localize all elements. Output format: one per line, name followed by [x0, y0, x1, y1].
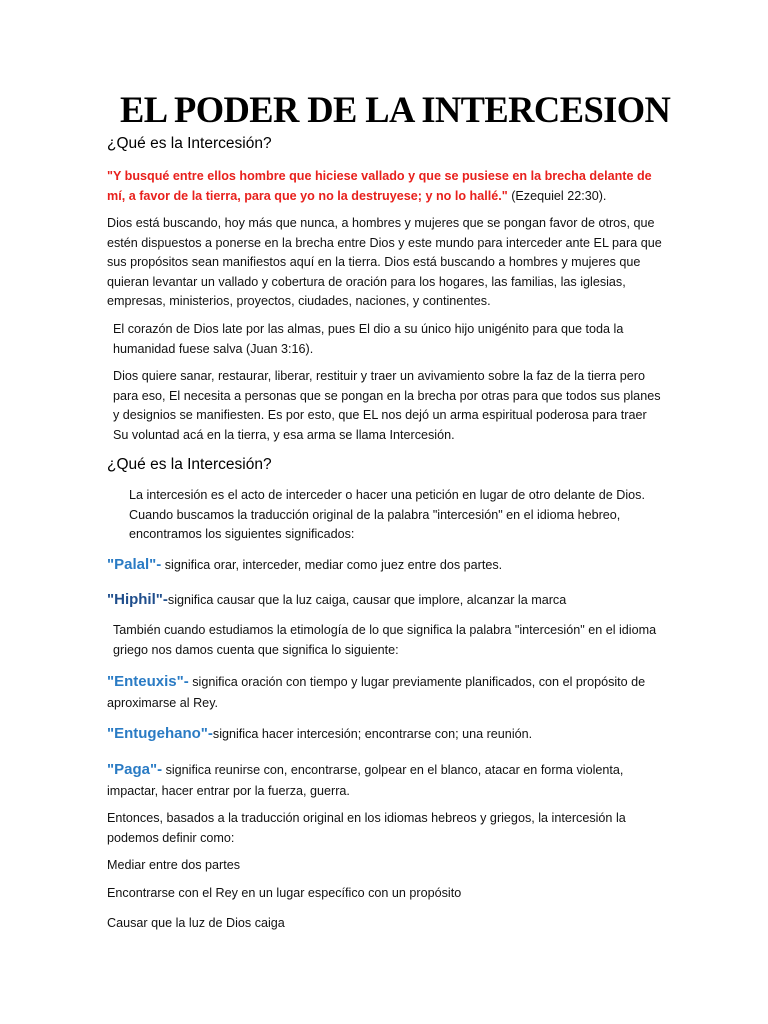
term-hiphil: "Hiphil"- [107, 591, 168, 608]
definition-line-2: Encontrarse con el Rey en un lugar específico con un propósito [107, 886, 462, 900]
paragraph-3: Dios quiere sanar, restaurar, liberar, restituir y traer un avivamiento sobre la faz de la tierra pero para eso, El necesita a personas que se pongan en la brecha por otras para que todos sus planes y designios se manifiesten. Es por esto, que EL nos dejó un arma espiritual poderosa para traer Su voluntad acá en la tierra, y esa arma se llama Intercesión. [113, 369, 661, 442]
document-title: EL PODER DE LA INTERCESION [120, 89, 671, 130]
term-enteuxis-line [107, 671, 667, 714]
paragraph-6: Entonces, basados a la traducción original en los idiomas hebreos y griegos, la intercesión la podemos definir como: [107, 811, 626, 845]
term-palal-line [107, 555, 667, 575]
scripture-quote: "Y busqué entre ellos hombre que hiciese vallado y que se pusiese en la brecha delante de mí, a favor de la tierra, para que yo no la destruyese; y no lo hallé." [107, 169, 652, 203]
term-paga: "Paga"- [107, 761, 163, 778]
scripture-reference: (Ezequiel 22:30). [507, 188, 607, 203]
term-paga-line [107, 759, 667, 802]
definition-line-3: Causar que la luz de Dios caiga [107, 916, 285, 930]
paragraph-1: Dios está buscando, hoy más que nunca, a hombres y mujeres que se pongan favor de otros, que estén dispuestos a ponerse en la brecha entre Dios y este mundo para interceder ante EL para que sus propósitos sean manifiestos aquí en la tierra. Dios está buscando a hombres y mujeres que quieran levantar un vallado y cobertura de oración para los hogares, las familias, las iglesias, empresas, ministerios, proyectos, ciudades, naciones, y continentes. [107, 216, 662, 308]
term-enteuxis: "Enteuxis"- [107, 673, 189, 690]
section-heading-2: ¿Qué es la Intercesión? [107, 456, 272, 473]
term-entugehano-line [107, 724, 667, 744]
paragraph-2: El corazón de Dios late por las almas, pues El dio a su único hijo unigénito para que toda la humanidad fuese salva (Juan 3:16). [113, 322, 624, 356]
paragraph-4: La intercesión es el acto de interceder o hacer una petición en lugar de otro delante de Dios. Cuando buscamos la traducción original de la palabra "intercesión" en el idioma hebreo, encontramos los siguientes significados: [129, 488, 645, 541]
term-hiphil-line [107, 590, 667, 610]
definition-palal: significa orar, interceder, mediar como juez entre dos partes. [161, 558, 503, 572]
definition-entugehano: significa hacer intercesión; encontrarse con; una reunión. [212, 727, 533, 741]
definition-hiphil: significa causar que la luz caiga, causar que implore, alcanzar la marca [167, 593, 567, 607]
definition-line-1: Mediar entre dos partes [107, 858, 241, 872]
term-palal: "Palal"- [107, 556, 162, 573]
quote-paragraph [107, 167, 663, 206]
term-entugehano: "Entugehano"- [107, 725, 213, 742]
paragraph-5: También cuando estudiamos la etimología de lo que significa la palabra "intercesión" en el idioma griego nos damos cuenta que significa lo siguiente: [113, 623, 657, 657]
section-heading-1: ¿Qué es la Intercesión? [107, 135, 272, 152]
definition-paga: significa reunirse con, encontrarse, golpear en el blanco, atacar en forma violenta, impactar, hacer entrar por la fuerza, guerra. [107, 763, 624, 798]
definition-enteuxis: significa oración con tiempo y lugar previamente planificados, con el propósito de aproximarse al Rey. [107, 675, 646, 710]
